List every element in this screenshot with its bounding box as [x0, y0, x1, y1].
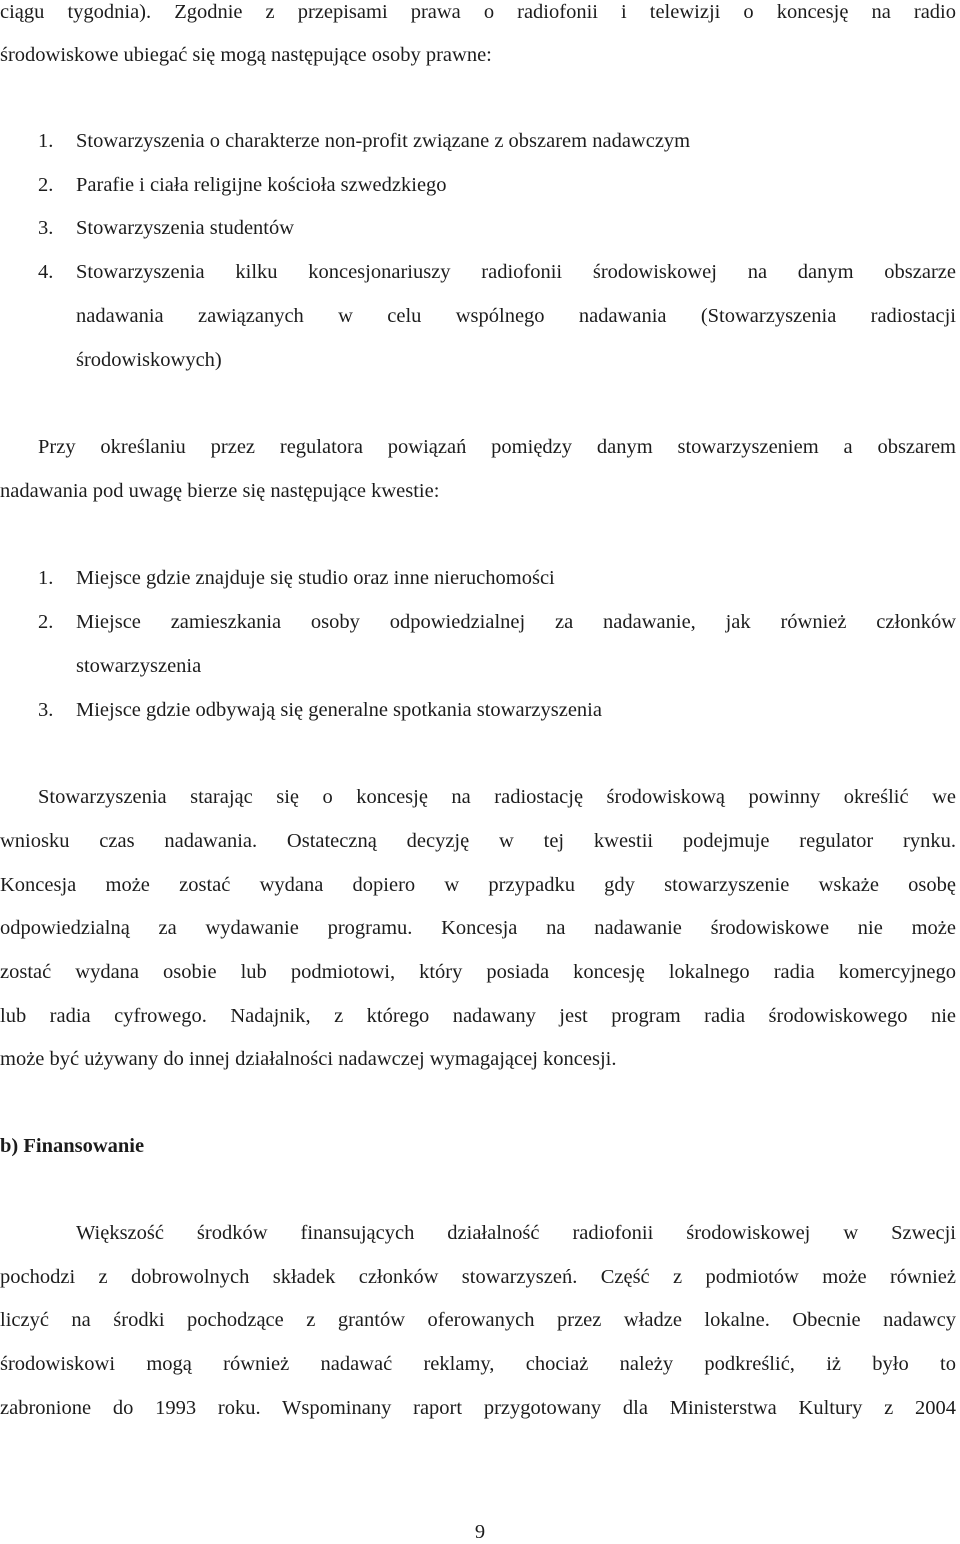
paragraph-line: odpowiedzialną za wydawanie programu. Koncesja na nadawanie środowiskowe nie może: [0, 917, 956, 939]
paragraph-line: wniosku czas nadawania. Ostateczną decyzję w tej kwestii podejmuje regulator rynku.: [0, 830, 956, 852]
paragraph-line: Stowarzyszenia starając się o koncesję na radiostację środowiskową powinny określić we: [38, 786, 956, 808]
list-item-continuation: środowiskowych): [76, 349, 222, 371]
paragraph-line: liczyć na środki pochodzące z grantów oferowanych przez władze lokalne. Obecnie nadawcy: [0, 1309, 956, 1331]
paragraph-line: może być używany do innej działalności nadawczej wymagającej koncesji.: [0, 1048, 617, 1070]
list-item: Miejsce gdzie odbywają się generalne spotkania stowarzyszenia: [76, 699, 602, 721]
paragraph-line: nadawania pod uwagę bierze się następujące kwestie:: [0, 480, 440, 502]
list-item-number: 2.: [38, 611, 54, 633]
list-item-continuation: nadawania zawiązanych w celu wspólnego nadawania (Stowarzyszenia radiostacji: [76, 305, 956, 327]
list-item: Miejsce zamieszkania osoby odpowiedzialnej za nadawanie, jak również członków: [76, 611, 956, 633]
list-item-number: 3.: [38, 217, 54, 239]
list-item-number: 1.: [38, 567, 54, 589]
list-item-continuation: stowarzyszenia: [76, 655, 202, 677]
page-number: 9: [474, 1521, 486, 1543]
paragraph-line: Koncesja może zostać wydana dopiero w przypadku gdy stowarzyszenie wskaże osobę: [0, 874, 956, 896]
intro-line-2: środowiskowe ubiegać się mogą następujące osoby prawne:: [0, 44, 492, 66]
list-item: Parafie i ciała religijne kościoła szwedzkiego: [76, 174, 447, 196]
list-item: Stowarzyszenia kilku koncesjonariuszy radiofonii środowiskowej na danym obszarze: [76, 261, 956, 283]
paragraph-line: Przy określaniu przez regulatora powiązań pomiędzy danym stowarzyszeniem a obszarem: [38, 436, 956, 458]
paragraph-line: zabronione do 1993 roku. Wspominany raport przygotowany dla Ministerstwa Kultury z 2004: [0, 1397, 956, 1419]
paragraph-line: zostać wydana osobie lub podmiotowi, który posiada koncesję lokalnego radia komercyjnego: [0, 961, 956, 983]
list-item: Stowarzyszenia studentów: [76, 217, 295, 239]
list-item-number: 4.: [38, 261, 54, 283]
section-heading: b) Finansowanie: [0, 1135, 145, 1157]
intro-line-1: ciągu tygodnia). Zgodnie z przepisami prawa o radiofonii i telewizji o koncesję na radio: [0, 1, 956, 23]
list-item-number: 3.: [38, 699, 54, 721]
list-item: Stowarzyszenia o charakterze non-profit związane z obszarem nadawczym: [76, 130, 691, 152]
list-item: Miejsce gdzie znajduje się studio oraz inne nieruchomości: [76, 567, 555, 589]
list-item-number: 1.: [38, 130, 54, 152]
paragraph-line: środowiskowi mogą również nadawać reklamy, chociaż należy podkreślić, iż było to: [0, 1353, 956, 1375]
paragraph-line: Większość środków finansujących działalność radiofonii środowiskowej w Szwecji: [76, 1222, 956, 1244]
list-item-number: 2.: [38, 174, 54, 196]
paragraph-line: pochodzi z dobrowolnych składek członków stowarzyszeń. Część z podmiotów może również: [0, 1266, 956, 1288]
paragraph-line: lub radia cyfrowego. Nadajnik, z którego nadawany jest program radia środowiskowego nie: [0, 1005, 956, 1027]
